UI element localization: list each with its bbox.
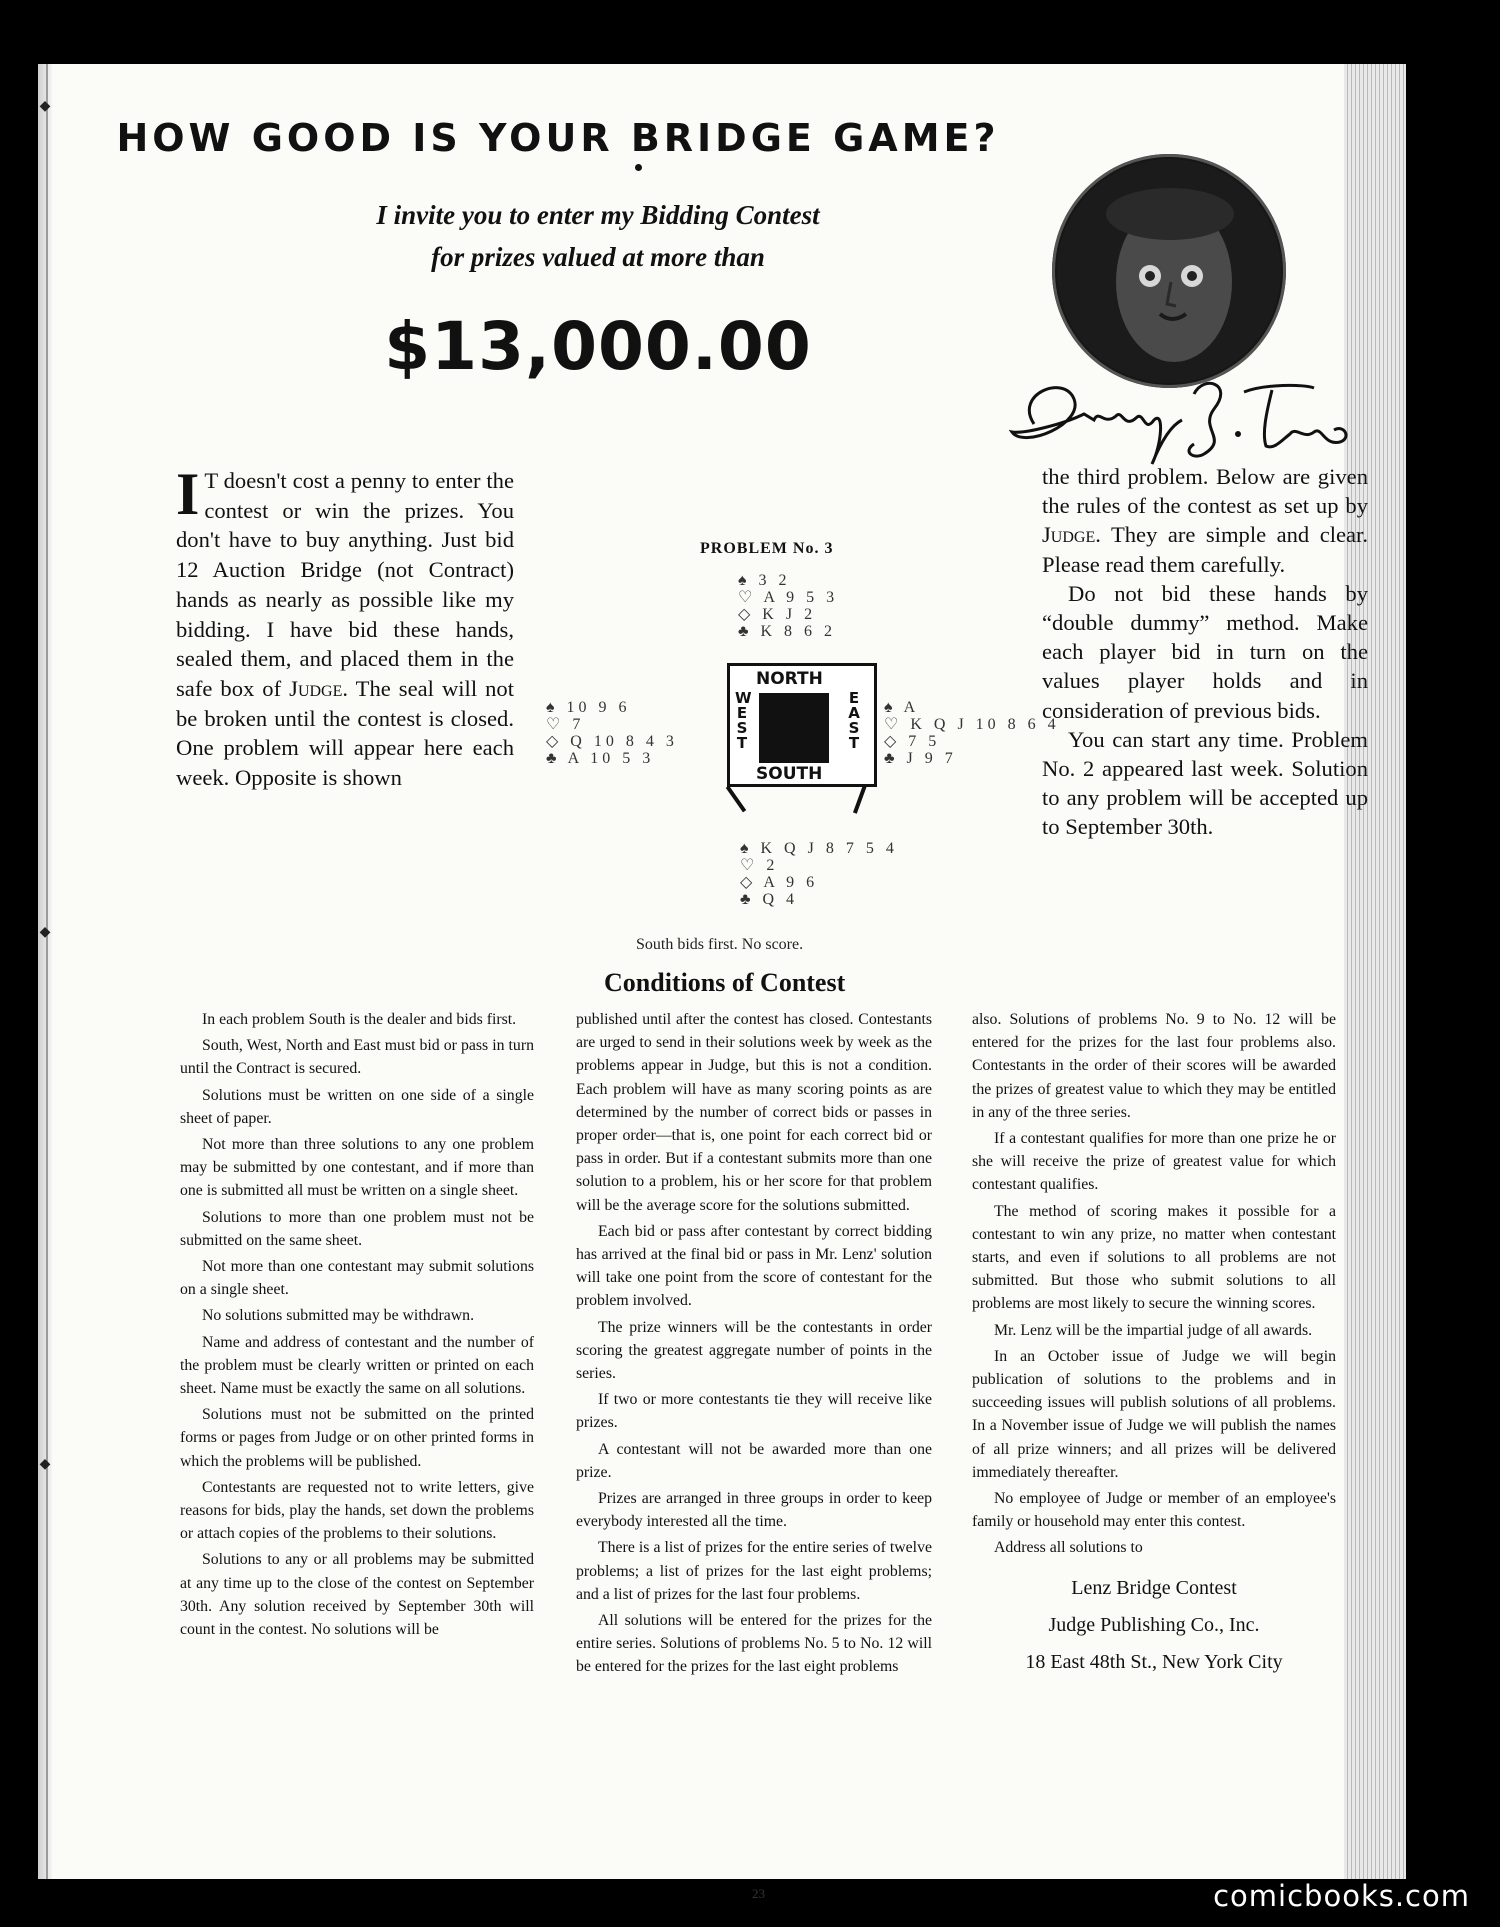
- binding-stitch-mark: ◆: [39, 99, 51, 114]
- south-spades: ♠ K Q J 8 7 5 4: [740, 840, 898, 857]
- address-line-3: 18 East 48th St., New York City: [1025, 1650, 1283, 1673]
- invite-line-1: I invite you to enter my Bidding Contest: [376, 200, 820, 230]
- prize-amount: $13,000.00: [384, 308, 812, 385]
- judge-name: Judge: [289, 675, 343, 701]
- rule-paragraph: No employee of Judge or member of an employee's family or household may enter this contest.: [972, 1490, 1336, 1531]
- right-text-2: Do not bid these hands by “double dummy” method. Make each player bid in turn on the values player holds and in consideration of previous bids.: [1042, 580, 1368, 723]
- problem-caption: South bids first. No score.: [636, 936, 804, 953]
- conditions-column-1: [180, 1008, 534, 1644]
- conditions-column-3: [972, 1008, 1336, 1681]
- magazine-page: [38, 64, 1406, 1901]
- invitation: [198, 194, 998, 278]
- rule-paragraph: published until after the contest has closed. Contestants are urged to send in their solutions week by week as the problems appear in Judge, but this is not a condition. Each problem will have as many scoring points as are determined by the number of correct bids or passes in proper order—that is, one point for each correct bid or pass in order. But if a contestant submits more than one solution to a problem, his or her score for that problem will be the average score for the solutions submitted.: [576, 1011, 932, 1214]
- table-south-label: SOUTH: [756, 764, 823, 784]
- north-spades: ♠ 3 2: [738, 572, 791, 589]
- watermark: comicbooks.com: [1213, 1879, 1470, 1913]
- east-hearts: ♡ K Q J 10 8 6 4: [884, 716, 1060, 733]
- rule-paragraph: If two or more contestants tie they will receive like prizes.: [576, 1391, 932, 1432]
- mailing-address: [972, 1570, 1336, 1681]
- rule-paragraph: The method of scoring makes it possible for a contestant to win any prize, no matter when contestant starts, and even if solutions to all problems are not submitted. But those who submit solutions to all problems are most likely to secure the winning scores.: [972, 1202, 1336, 1313]
- rule-paragraph: No solutions submitted may be withdrawn.: [202, 1307, 475, 1325]
- rule-paragraph: Mr. Lenz will be the impartial judge of all awards.: [994, 1321, 1313, 1339]
- headline: HOW GOOD IS YOUR BRIDGE GAME?: [116, 116, 1000, 160]
- page-edges: [1344, 64, 1406, 1879]
- right-intro-column: [1042, 462, 1368, 842]
- binding-stitch-mark: ◆: [39, 925, 51, 940]
- rule-paragraph: Solutions to any or all problems may be submitted at any time up to the close of the contest on September 30th. Any solution received by September 30th will count in the contest. No solutions will be: [180, 1551, 534, 1639]
- table-leg: [726, 786, 746, 813]
- table-leg: [853, 784, 867, 814]
- rule-paragraph: There is a list of prizes for the entire series of twelve problems; a list of prizes for the last eight problems; and a list of prizes for the last four problems.: [576, 1539, 932, 1603]
- table-center: [759, 693, 829, 763]
- table-east-label: EAST: [848, 689, 860, 752]
- conditions-title: Conditions of Contest: [604, 968, 846, 997]
- rule-paragraph: also. Solutions of problems No. 9 to No. 12 will be entered for the prizes for the last four problems also. Contestants in the order of their scores will be awarded the prizes of greatest value to which they may be entitled in any of the three series.: [972, 1011, 1336, 1121]
- table-west-label: WEST: [735, 689, 752, 752]
- east-spades: ♠ A: [884, 699, 920, 716]
- rule-paragraph: Address all solutions to: [994, 1539, 1143, 1557]
- intro-column: [176, 461, 514, 793]
- binding-line: [46, 64, 48, 1879]
- right-text-1b: . They are simple and clear. Please read them carefully.: [1042, 522, 1368, 577]
- rule-paragraph: Prizes are arranged in three groups in order to keep everybody interested all the time.: [576, 1490, 932, 1531]
- rule-paragraph: Solutions to more than one problem must not be submitted on the same sheet.: [180, 1208, 534, 1249]
- portrait-photo: [1052, 154, 1286, 388]
- west-spades: ♠ 10 9 6: [546, 699, 631, 716]
- north-hearts: ♡ A 9 5 3: [738, 589, 839, 606]
- headline-dot: [635, 164, 642, 171]
- west-clubs: ♣ A 10 5 3: [546, 750, 655, 767]
- south-hearts: ♡ 2: [740, 857, 779, 874]
- west-hearts: ♡ 7: [546, 716, 585, 733]
- judge-name: Judge: [1042, 522, 1096, 548]
- east-diamonds: ◇ 7 5: [884, 733, 941, 750]
- east-hand: [884, 699, 1060, 767]
- rule-paragraph: Not more than three solutions to any one problem may be submitted by one contestant, and if more than one is submitted all must be written on a single sheet.: [180, 1136, 534, 1200]
- north-clubs: ♣ K 8 6 2: [738, 623, 837, 640]
- rule-paragraph: Solutions must be written on one side of a single sheet of paper.: [180, 1086, 534, 1127]
- south-diamonds: ◇ A 9 6: [740, 874, 819, 891]
- rule-paragraph: The prize winners will be the contestants in order scoring the greatest aggregate number of points in the series.: [576, 1318, 932, 1383]
- binding-spine: [38, 64, 52, 1879]
- east-clubs: ♣ J 9 7: [884, 750, 957, 767]
- rule-paragraph: Name and address of contestant and the number of the problem must be clearly written or printed on each sheet. Name must be exactly the same on all solutions.: [180, 1333, 534, 1398]
- north-hand: [738, 572, 838, 640]
- rule-paragraph: Solutions must not be submitted on the printed forms or pages from Judge or on other printed forms in which the problems will be published.: [180, 1406, 534, 1470]
- right-text-1: the third problem. Below are given the rules of the contest as set up by: [1042, 464, 1368, 519]
- west-diamonds: ◇ Q 10 8 4 3: [546, 733, 678, 750]
- problem-title: PROBLEM No. 3: [700, 540, 834, 557]
- west-hand: [546, 699, 678, 767]
- card-table: [727, 663, 877, 787]
- bridge-problem-diagram: [538, 464, 1060, 964]
- south-hand: [740, 840, 898, 908]
- rule-paragraph: South, West, North and East must bid or pass in turn until the Contract is secured.: [180, 1037, 534, 1078]
- drop-cap: I: [176, 461, 200, 527]
- rule-paragraph: All solutions will be entered for the prizes for the entire series. Solutions of problems No. 5 to No. 12 will be entered for the prizes for the last eight problems: [576, 1612, 932, 1676]
- binding-stitch-mark: ◆: [39, 1457, 51, 1472]
- conditions-column-2: [576, 1008, 932, 1682]
- address-line-1: Lenz Bridge Contest: [1071, 1576, 1237, 1599]
- signature: [1004, 354, 1374, 474]
- address-line-2: Judge Publishing Co., Inc.: [1048, 1613, 1260, 1636]
- invite-line-2: for prizes valued at more than: [431, 242, 765, 272]
- rule-paragraph: If a contestant qualifies for more than one prize he or she will receive the prize of greatest value for which contestant qualifies.: [972, 1130, 1336, 1194]
- page-number: 23: [752, 1886, 765, 1901]
- north-diamonds: ◇ K J 2: [738, 606, 817, 623]
- rule-paragraph: In each problem South is the dealer and bids first.: [202, 1011, 517, 1028]
- intro-text-end: . The seal will not be broken until the contest is closed. One problem will appear here each week. Opposite is shown: [176, 675, 514, 791]
- table-north-label: NORTH: [756, 669, 823, 689]
- rule-paragraph: In an October issue of Judge we will begin publication of solutions to the problems and in succeeding issues will publish solutions of all problems. In a November issue of Judge we will publish the names of all prize winners; and all prizes will be delivered immediately thereafter.: [972, 1347, 1336, 1481]
- rule-paragraph: Each bid or pass after contestant by correct bidding has arrived at the final bid or pass in Mr. Lenz' solution will take one point from the score of contestant for the problem involved.: [576, 1222, 932, 1310]
- right-text-3: You can start any time. Problem No. 2 appeared last week. Solution to any problem will be accepted up to September 30th.: [1042, 726, 1368, 840]
- intro-text: T doesn't cost a penny to enter the contest or win the prizes. You don't have to buy anything. Just bid 12 Auction Bridge (not Contract) hands as nearly as possible like my bidding. I have bid these hands, sealed them, and placed them in the safe box of: [176, 468, 514, 701]
- rule-paragraph: Contestants are requested not to write letters, give reasons for bids, play the hands, set down the problems or attach copies of the problems to their solutions.: [180, 1478, 534, 1543]
- rule-paragraph: Not more than one contestant may submit solutions on a single sheet.: [180, 1258, 534, 1299]
- rule-paragraph: A contestant will not be awarded more than one prize.: [576, 1440, 932, 1481]
- south-clubs: ♣ Q 4: [740, 891, 799, 908]
